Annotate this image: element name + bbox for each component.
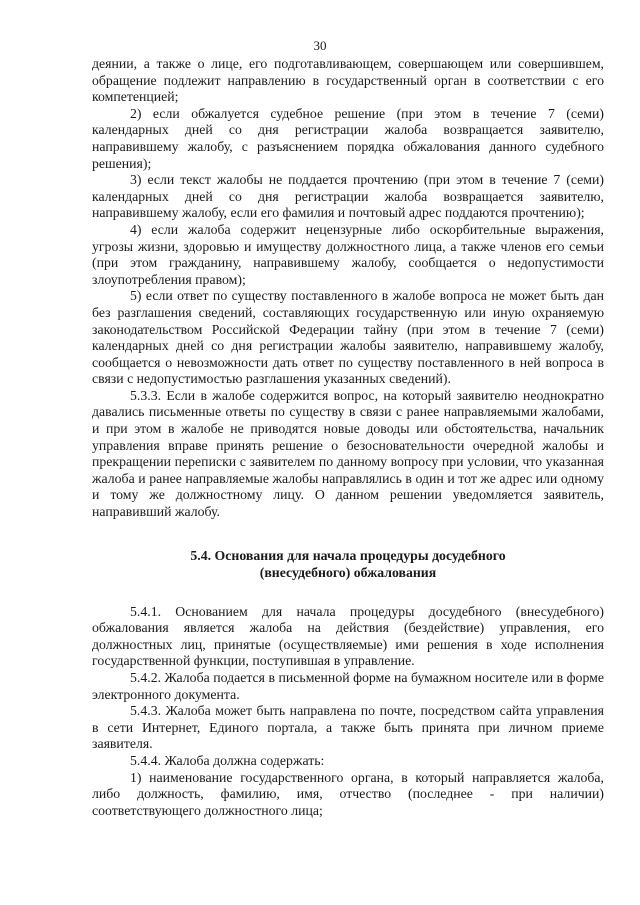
- paragraph: 2) если обжалуется судебное решение (при этом в течение 7 (семи) календарных дней со дня регистрации жалоба возвращается заявителю, направившему жалобу, с разъяснением порядка обжалования данного судебного решения);: [92, 105, 604, 171]
- paragraph: 3) если текст жалобы не поддается прочтению (при этом в течение 7 (семи) календарных дней со дня регистрации жалоба возвращается заявителю, направившему жалобу, если его фамилия и почтовый адрес поддаются прочтению);: [92, 172, 604, 221]
- paragraph: 1) наименование государственного органа, в который направляется жалоба, либо должность, фамилию, имя, отчество (последнее - при наличии) соответствующего должностного лица;: [92, 769, 604, 818]
- paragraph: 5) если ответ по существу поставленного в жалобе вопроса не может быть дан без разглашения сведений, составляющих государственную или иную охраняемую законодательством Российской Федерации тайну (при этом в течение 7 (семи) календарных дней со дня регистрации жалобы заявителю, направившему жалобу, сообщается о невозможности дать ответ по существу поставленного в ней вопроса в связи с недопустимостью разглашения указанных сведений).: [92, 288, 604, 387]
- section-heading: [92, 547, 604, 581]
- paragraph: 5.4.1. Основанием для начала процедуры досудебного (внесудебного) обжалования является жалоба на действия (бездействие) управления, его должностных лиц, принятые (осуществляемые) ими решения в ходе исполнения государственной функции, поступившая в управление.: [92, 603, 604, 669]
- paragraph: 5.4.3. Жалоба может быть направлена по почте, посредством сайта управления в сети Интернет, Единого портала, а также быть принята при личном приеме заявителя.: [92, 703, 604, 752]
- paragraph: деянии, а также о лице, его подготавливающем, совершающем или совершившем, обращение подлежит направлению в государственный орган в соответствии с его компетенцией;: [92, 56, 604, 105]
- paragraph: 4) если жалоба содержит нецензурные либо оскорбительные выражения, угрозы жизни, здоровью и имуществу должностного лица, а также членов его семьи (при этом гражданину, направившему жалобу, сообщается о недопустимости злоупотребления правом);: [92, 221, 604, 287]
- section-heading-line: 5.4. Основания для начала процедуры досудебного: [190, 547, 506, 563]
- section-heading-line: (внесудебного) обжалования: [259, 564, 437, 580]
- paragraph: 5.4.4. Жалоба должна содержать:: [130, 752, 325, 768]
- paragraph: 5.4.2. Жалоба подается в письменной форме на бумажном носителе или в форме электронного документа.: [92, 670, 604, 702]
- paragraph: 5.3.3. Если в жалобе содержится вопрос, на который заявителю неоднократно давались письменные ответы по существу в связи с ранее направляемыми жалобами, и при этом в жалобе не приводятся новые доводы или обстоятельства, начальник управления вправе принять решение о безосновательности очередной жалобы и прекращении переписки с заявителем по данному вопросу при условии, что указанная жалоба и ранее направляемые жалобы направлялись в один и тот же адрес или одному и тому же должностному лицу. О данном решении уведомляется заявитель, направивший жалобу.: [92, 387, 604, 520]
- page-number: 30: [313, 38, 327, 53]
- document-body: [92, 56, 604, 819]
